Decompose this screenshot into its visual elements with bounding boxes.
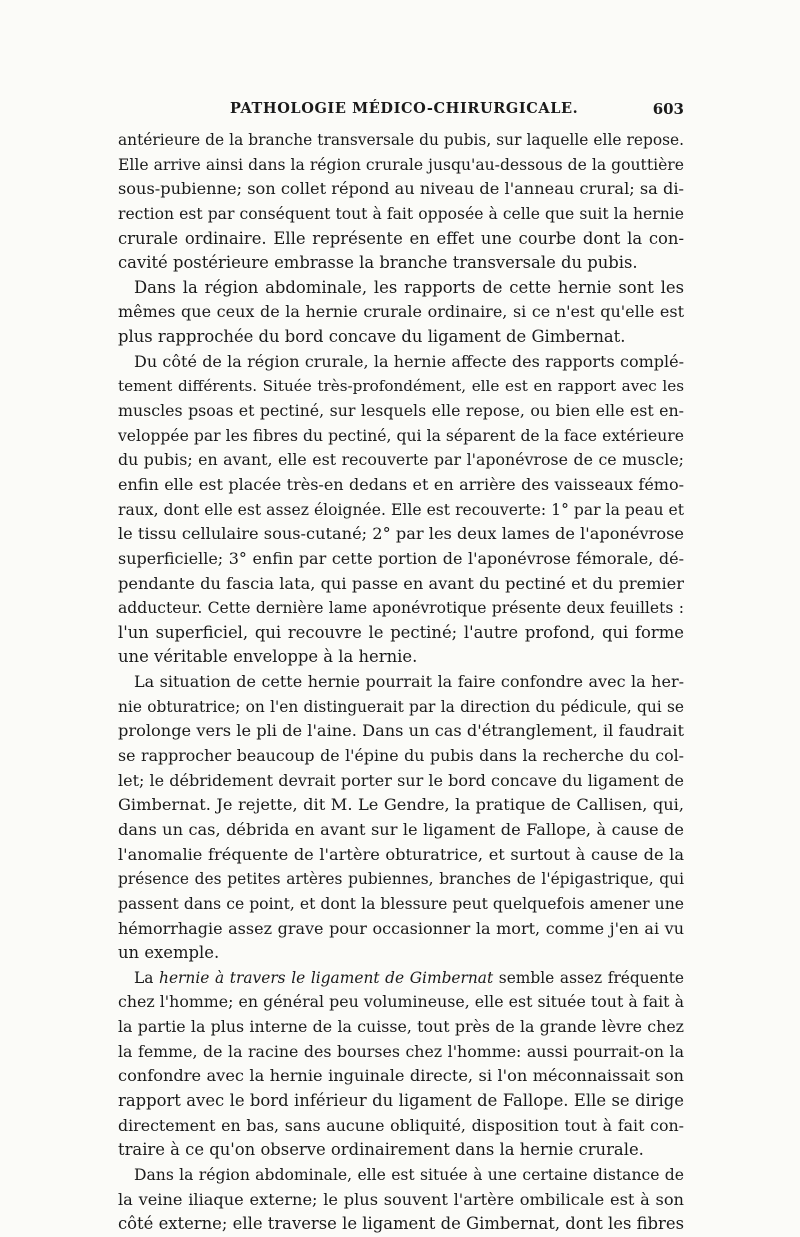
text-line: let; le débridement devrait porter sur le bord concave du ligament de	[118, 770, 684, 790]
running-header	[118, 100, 684, 122]
page-number: 603	[652, 100, 684, 118]
text-line: présence des petites artères pubiennes, branches de l'épigastrique, qui	[118, 870, 684, 889]
text-line: un exemple.	[118, 943, 220, 963]
italic-term: hernie à travers le ligament de Gimbernat	[159, 968, 494, 987]
text-line: Elle arrive ainsi dans la région crurale jusqu'au-dessous de la gouttière	[118, 155, 684, 174]
text-line: Gimbernat. Je rejette, dit M. Le Gendre, la pratique de Callisen, qui,	[118, 795, 684, 815]
text-line: la femme, de la racine des bourses chez l'homme: aussi pourrait-on la	[118, 1041, 684, 1061]
text-line: chez l'homme; en général peu volumineuse, elle est située tout à fait à	[118, 992, 684, 1012]
paragraph-first-line: Dans la région abdominale, les rapports de cette hernie sont les	[134, 277, 684, 297]
paragraph-first-line: Du côté de la région crurale, la hernie affecte des rapports complé-	[134, 351, 684, 371]
text-line: crurale ordinaire. Elle représente en effet une courbe dont la con-	[118, 228, 684, 248]
text-line: l'anomalie fréquente de l'artère obturatrice, et surtout à cause de la	[118, 844, 684, 864]
text-line: enfin elle est placée très-en dedans et en arrière des vaisseaux fémo-	[118, 474, 684, 494]
text-line: passent dans ce point, et dont la blessure peut quelquefois amener une	[118, 894, 684, 913]
body-text	[118, 128, 684, 1237]
line-suffix: semble assez fréquente	[493, 968, 684, 987]
text-line: muscles psoas et pectiné, sur lesquels elle repose, ou bien elle est en-	[118, 401, 684, 421]
text-line: se rapprocher beaucoup de l'épine du pubis dans la recherche du col-	[118, 746, 684, 766]
paragraph-first-line	[118, 966, 684, 991]
paragraph-first-line: Dans la région abdominale, elle est située à une certaine distance de	[134, 1165, 684, 1184]
text-line: tement différents. Située très-profondément, elle est en rapport avec les	[118, 377, 684, 396]
text-line: confondre avec la hernie inguinale directe, si l'on méconnaissait son	[118, 1066, 684, 1086]
text-line: cavité postérieure embrasse la branche transversale du pubis.	[118, 253, 638, 273]
text-line: du pubis; en avant, elle est recouverte par l'aponévrose de ce muscle;	[118, 450, 684, 470]
text-line: le tissu cellulaire sous-cutané; 2° par les deux lames de l'aponévrose	[118, 524, 684, 544]
text-line: une véritable enveloppe à la hernie.	[118, 647, 418, 667]
text-line: veloppée par les fibres du pectiné, qui la séparent de la face extérieure	[118, 426, 684, 445]
text-line: la veine iliaque externe; le plus souvent l'artère ombilicale est à son	[118, 1189, 684, 1209]
text-line: mêmes que ceux de la hernie crurale ordinaire, si ce n'est qu'elle est	[118, 302, 684, 322]
text-line: traire à ce qu'on observe ordinairement dans la hernie crurale.	[118, 1140, 644, 1160]
line-prefix: La	[134, 968, 160, 987]
paragraph-first-line: La situation de cette hernie pourrait la faire confondre avec la her-	[134, 672, 684, 692]
text-line: pendante du fascia lata, qui passe en avant du pectiné et du premier	[118, 573, 684, 593]
text-line: adducteur. Cette dernière lame aponévrotique présente deux feuillets :	[118, 599, 684, 618]
text-line: côté externe; elle traverse le ligament de Gimbernat, dont les fibres	[118, 1214, 684, 1234]
text-line: antérieure de la branche transversale du pubis, sur laquelle elle repose.	[118, 131, 684, 149]
text-line: superficielle; 3° enfin par cette portion de l'aponévrose fémorale, dé-	[118, 548, 684, 568]
text-line: plus rapprochée du bord concave du ligament de Gimbernat.	[118, 327, 626, 347]
text-line: rapport avec le bord inférieur du ligament de Fallope. Elle se dirige	[118, 1090, 684, 1110]
text-line: sous-pubienne; son collet répond au niveau de l'anneau crural; sa di-	[118, 179, 684, 199]
text-line: prolonge vers le pli de l'aine. Dans un cas d'étranglement, il faudrait	[118, 721, 684, 741]
text-line: la partie la plus interne de la cuisse, tout près de la grande lèvre chez	[118, 1017, 684, 1037]
text-line: directement en bas, sans aucune obliquité, disposition tout à fait con-	[118, 1115, 684, 1135]
text-line: nie obturatrice; on l'en distinguerait par la direction du pédicule, qui se	[118, 697, 684, 716]
text-line: l'un superficiel, qui recouvre le pectiné; l'autre profond, qui forme	[118, 622, 684, 642]
text-line: hémorrhagie assez grave pour occasionner la mort, comme j'en ai vu	[118, 918, 684, 938]
text-line: raux, dont elle est assez éloignée. Elle est recouverte: 1° par la peau et	[118, 500, 684, 519]
running-title: PATHOLOGIE MÉDICO-CHIRURGICALE.	[230, 100, 579, 117]
text-line: dans un cas, débrida en avant sur le ligament de Fallope, à cause de	[118, 819, 684, 839]
text-line: rection est par conséquent tout à fait opposée à celle que suit la hernie	[118, 204, 684, 223]
